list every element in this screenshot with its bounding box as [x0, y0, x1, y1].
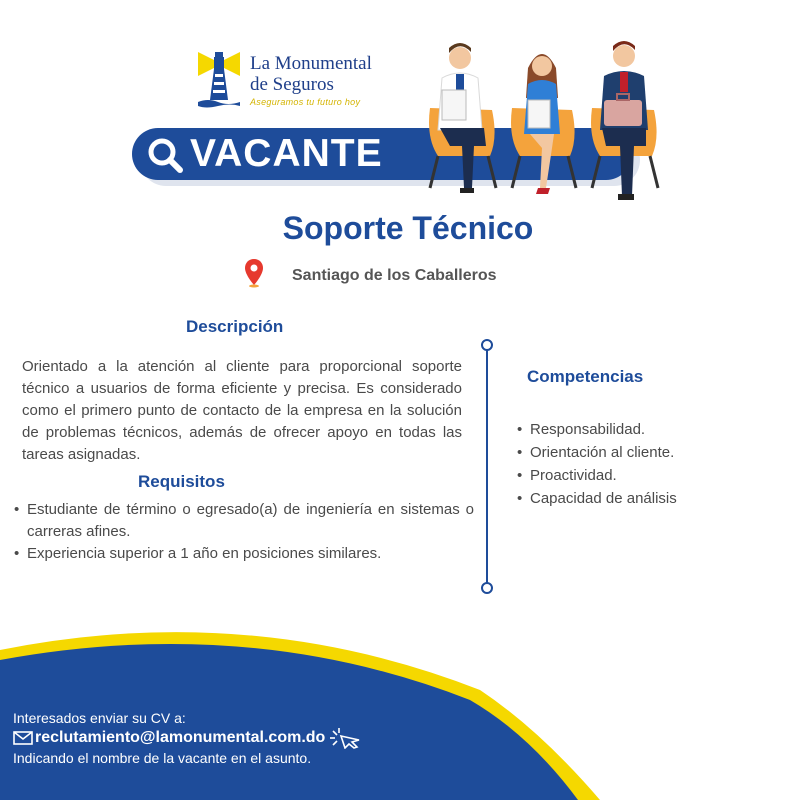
- search-icon: [146, 136, 184, 174]
- list-item: • Responsabilidad.: [515, 418, 775, 441]
- competencies-list: [515, 418, 775, 510]
- company-name: [250, 53, 372, 95]
- cursor-click-icon: [329, 727, 361, 749]
- requirements-list: [12, 499, 474, 565]
- contact-label: Interesados enviar su CV a:: [13, 710, 186, 726]
- description-text: Orientado a la atención al cliente para proporcional soporte técnico a usuarios de forma eficiente y precisa. Es considerado como el primero punto de contacto de la empresa en la solución de problemas técnicos, además de ofrecer apoyo en todas las tareas asignadas.: [22, 358, 462, 463]
- company-tagline: Aseguramos tu futuro hoy: [250, 97, 361, 107]
- requirements-heading: Requisitos: [138, 472, 225, 491]
- candidates-illustration: [420, 38, 670, 206]
- job-location: Santiago de los Caballeros: [292, 267, 497, 284]
- banner-label: VACANTE: [190, 132, 383, 175]
- list-item: • Proactividad.: [515, 464, 775, 487]
- divider-dot-bottom: [481, 582, 493, 594]
- map-pin-icon: [244, 258, 264, 288]
- contact-email-row: [13, 727, 361, 749]
- competencies-heading: Competencias: [527, 367, 644, 386]
- description-heading: Descripción: [186, 317, 284, 336]
- company-name-line1: La Monumental: [250, 53, 372, 74]
- list-item: • Estudiante de término o egresado(a) de ingeniería en sistemas o carreras afines.: [12, 499, 474, 543]
- contact-note: Indicando el nombre de la vacante en el asunto.: [13, 750, 312, 766]
- company-logo: [196, 48, 396, 112]
- company-name-line2: de Seguros: [250, 74, 334, 95]
- man-with-briefcase: [600, 41, 648, 200]
- woman-with-papers: [524, 54, 560, 194]
- job-title: Soporte Técnico: [282, 210, 534, 246]
- contact-email-link[interactable]: reclutamiento@lamonumental.com.do: [35, 729, 326, 746]
- contact-block: [13, 709, 361, 767]
- man-with-papers: [438, 43, 486, 193]
- list-item: • Orientación al cliente.: [515, 441, 775, 464]
- list-item: • Experiencia superior a 1 año en posiciones similares.: [12, 543, 474, 565]
- envelope-icon: [13, 731, 33, 745]
- lighthouse-icon: [196, 48, 242, 110]
- section-divider: [486, 348, 488, 584]
- list-item: • Capacidad de análisis: [515, 487, 775, 510]
- divider-dot-top: [481, 339, 493, 351]
